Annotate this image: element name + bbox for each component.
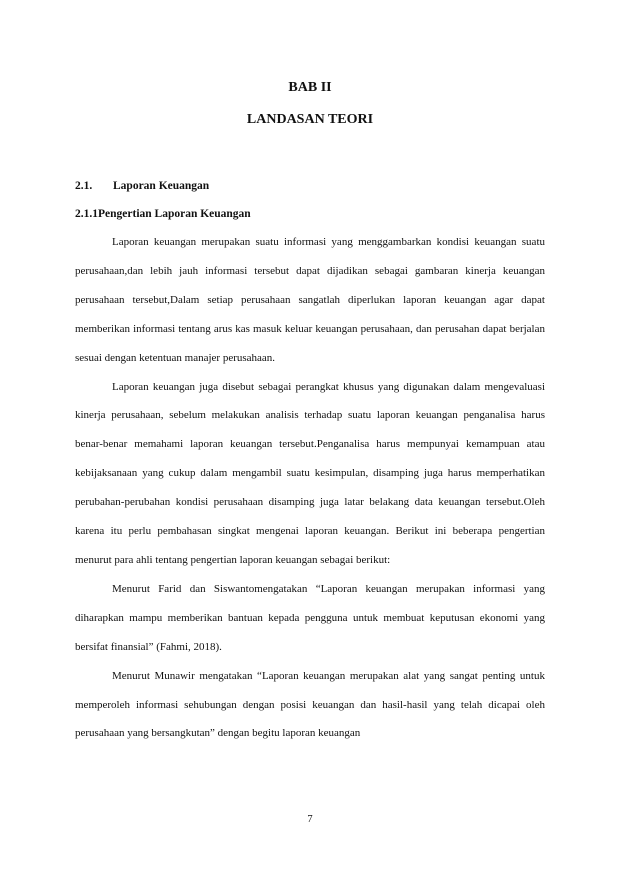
paragraph: Laporan keuangan merupakan suatu informasi yang menggambarkan kondisi keuangan suatu perusahaan,dan lebih jauh informasi tersebut dapat dijadikan sebagai gambaran kinerja keuangan perusahaan tersebut,Dalam setiap perusahaan sangatlah diperlukan laporan keuangan agar dapat memberikan informasi tentang arus kas masuk keluar keuangan perusahaan, dan perusahan dapat berjalan sesuai dengan ketentuan manajer perusahaan. <box>75 236 545 364</box>
section-number: 2.1. <box>75 180 93 192</box>
paragraph: Menurut Munawir mengatakan “Laporan keuangan merupakan alat yang sangat penting untuk memperoleh informasi sehubungan dengan posisi keuangan dan hasil-hasil yang telah dicapai oleh perusahaan yang bersangkutan” dengan begitu laporan keuangan <box>75 669 545 740</box>
paragraph: Menurut Farid dan Siswantomengatakan “Laporan keuangan merupakan informasi yang diharapkan mampu memberikan bantuan kepada pengguna untuk membuat keputusan ekonomi yang bersifat finansial” (Fahmi, 2018). <box>75 582 545 653</box>
body-text <box>75 228 545 748</box>
subsection-heading: 2.1.1Pengertian Laporan Keuangan <box>75 208 251 220</box>
section-heading <box>75 180 209 192</box>
chapter-label: BAB II <box>288 80 332 95</box>
page-number: 7 <box>307 814 313 825</box>
paragraph: Laporan keuangan juga disebut sebagai perangkat khusus yang digunakan dalam mengevaluasi kinerja perusahaan, sebelum melakukan analisis terhadap suatu laporan keuangan penganalisa harus benar-benar memahami laporan keuangan tersebut.Penganalisa harus mempunyai kemampuan atau kebijaksanaan yang cukup dalam mengambil suatu kesimpulan, disamping juga harus memperhatikan perubahan-perubahan kondisi perusahaan disamping juga latar belakang data keuangan tersebut.Oleh karena itu perlu pembahasan singkat mengenai laporan keuangan. Berikut ini beberapa pengertian menurut para ahli tentang pengertian laporan keuangan sebagai berikut: <box>75 380 545 566</box>
section-title: Laporan Keuangan <box>113 180 210 192</box>
chapter-title: LANDASAN TEORI <box>246 112 374 127</box>
